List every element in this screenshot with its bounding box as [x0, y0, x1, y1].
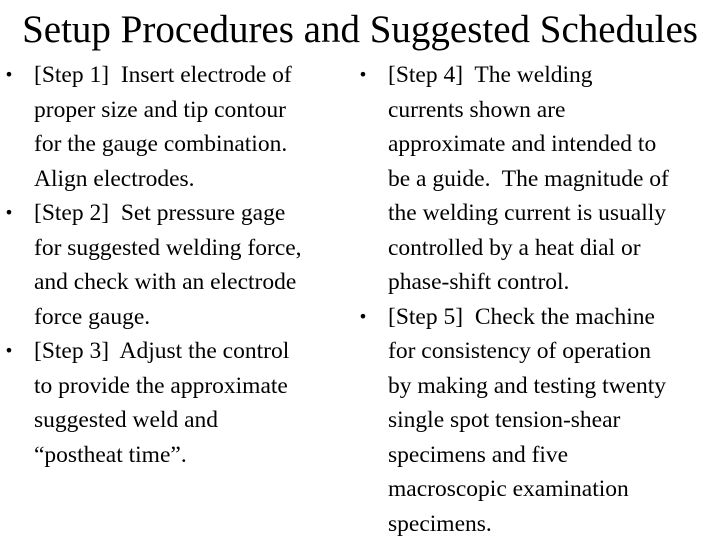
step-5-line-7: specimens. [388, 507, 720, 541]
step-4-line-6: controlled by a heat dial or [388, 231, 720, 266]
step-2-line-1 [34, 196, 360, 231]
step-2-item [0, 196, 360, 334]
step-2-line-2: for suggested welding force, [34, 231, 360, 266]
step-2-text-1: Set pressure gage [121, 200, 285, 226]
step-4-line-2: currents shown are [388, 93, 720, 128]
step-5-text-1: Check the machine [475, 304, 655, 330]
step-1-label: [Step 1] [34, 62, 109, 88]
step-4-text-1: The welding [474, 62, 592, 88]
step-5-line-1 [388, 300, 720, 335]
bullet-icon: • [357, 300, 369, 335]
slide-title: Setup Procedures and Suggested Schedules [0, 8, 720, 52]
step-4-line-4: be a guide. The magnitude of [388, 162, 720, 197]
bullet-icon: • [357, 58, 369, 93]
step-4-line-3: approximate and intended to [388, 127, 720, 162]
step-1-line-4: Align electrodes. [34, 162, 360, 197]
step-5-line-3: by making and testing twenty [388, 369, 720, 404]
step-1-line-3: for the gauge combination. [34, 127, 360, 162]
step-2-label: [Step 2] [34, 200, 109, 226]
step-2-line-3: and check with an electrode [34, 265, 360, 300]
step-5-item [354, 300, 720, 541]
step-3-line-1 [34, 334, 360, 369]
step-4-line-7: phase-shift control. [388, 265, 720, 300]
step-3-line-4: “postheat time”. [34, 438, 360, 473]
bullet-icon: • [3, 58, 15, 93]
step-4-line-5: the welding current is usually [388, 196, 720, 231]
step-1-line-2: proper size and tip contour [34, 93, 360, 128]
step-5-line-5: specimens and five [388, 438, 720, 473]
right-column [354, 58, 720, 541]
step-5-line-6: macroscopic examination [388, 472, 720, 507]
step-1-line-1 [34, 58, 360, 93]
step-5-line-4: single spot tension-shear [388, 403, 720, 438]
step-5-label: [Step 5] [388, 304, 463, 330]
step-3-line-3: suggested weld and [34, 403, 360, 438]
step-3-label: [Step 3] [34, 338, 109, 364]
step-1-item [0, 58, 360, 196]
step-2-line-4: force gauge. [34, 300, 360, 335]
step-3-item [0, 334, 360, 472]
step-1-text-1: Insert electrode of [121, 62, 292, 88]
step-4-line-1 [388, 58, 720, 93]
step-3-line-2: to provide the approximate [34, 369, 360, 404]
step-4-item [354, 58, 720, 300]
step-4-label: [Step 4] [388, 62, 463, 88]
bullet-icon: • [3, 334, 15, 369]
left-column [0, 58, 360, 472]
step-5-line-2: for consistency of operation [388, 334, 720, 369]
bullet-icon: • [3, 196, 15, 231]
step-3-text-1: Adjust the control [120, 338, 290, 364]
